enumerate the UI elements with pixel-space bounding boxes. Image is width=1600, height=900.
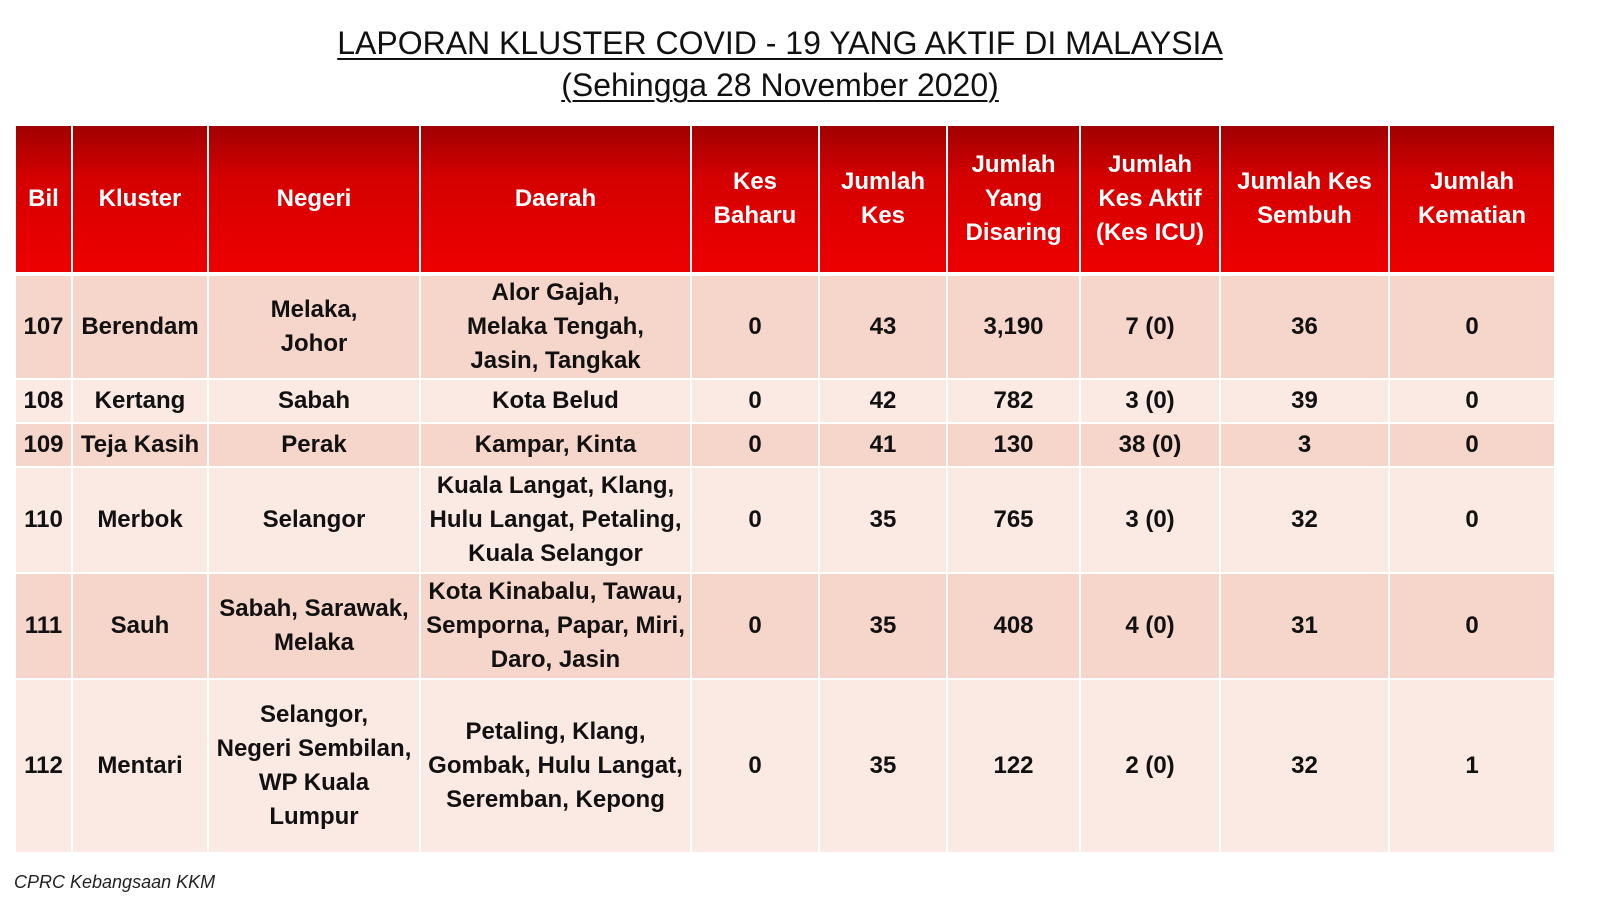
report-title [0, 22, 1560, 106]
cell-bil: 112 [15, 679, 72, 853]
cell-jumlah-disaring: 130 [947, 423, 1080, 467]
cell-daerah: Kampar, Kinta [420, 423, 691, 467]
cell-kluster: Merbok [72, 467, 208, 573]
cell-bil: 109 [15, 423, 72, 467]
cell-kes-aktif: 7 (0) [1080, 274, 1220, 379]
cell-kematian: 0 [1389, 379, 1555, 423]
cell-bil: 108 [15, 379, 72, 423]
cell-negeri: Selangor [208, 467, 420, 573]
cell-jumlah-disaring: 122 [947, 679, 1080, 853]
cell-kes-sembuh: 36 [1220, 274, 1389, 379]
cell-kluster: Sauh [72, 573, 208, 679]
cell-jumlah-kes: 35 [819, 467, 947, 573]
cell-kes-sembuh: 32 [1220, 467, 1389, 573]
cell-kluster: Teja Kasih [72, 423, 208, 467]
cell-jumlah-kes: 35 [819, 573, 947, 679]
cell-jumlah-disaring: 408 [947, 573, 1080, 679]
cell-kematian: 0 [1389, 573, 1555, 679]
cell-negeri: Selangor, Negeri Sembilan, WP Kuala Lumpur [208, 679, 420, 853]
header-daerah: Daerah [420, 125, 691, 274]
cell-kes-baharu: 0 [691, 379, 819, 423]
cell-daerah: Kuala Langat, Klang, Hulu Langat, Petaling, Kuala Selangor [420, 467, 691, 573]
table-row [15, 573, 1555, 679]
cell-bil: 107 [15, 274, 72, 379]
header-kematian: Jumlah Kematian [1389, 125, 1555, 274]
cell-kes-baharu: 0 [691, 423, 819, 467]
cell-jumlah-disaring: 782 [947, 379, 1080, 423]
cell-jumlah-kes: 42 [819, 379, 947, 423]
cell-jumlah-disaring: 3,190 [947, 274, 1080, 379]
cell-jumlah-disaring: 765 [947, 467, 1080, 573]
cell-kluster: Mentari [72, 679, 208, 853]
header-kes-aktif: Jumlah Kes Aktif (Kes ICU) [1080, 125, 1220, 274]
cell-negeri: Perak [208, 423, 420, 467]
cell-daerah: Kota Kinabalu, Tawau, Semporna, Papar, Miri, Daro, Jasin [420, 573, 691, 679]
source-note: CPRC Kebangsaan KKM [14, 872, 216, 892]
header-negeri: Negeri [208, 125, 420, 274]
cell-daerah: Kota Belud [420, 379, 691, 423]
table-row [15, 379, 1555, 423]
header-kes-sembuh: Jumlah Kes Sembuh [1220, 125, 1389, 274]
table-row [15, 467, 1555, 573]
cell-negeri: Sabah, Sarawak, Melaka [208, 573, 420, 679]
header-kluster: Kluster [72, 125, 208, 274]
cell-kes-aktif: 4 (0) [1080, 573, 1220, 679]
cell-jumlah-kes: 43 [819, 274, 947, 379]
cell-kes-baharu: 0 [691, 274, 819, 379]
cell-kes-baharu: 0 [691, 467, 819, 573]
cell-kes-aktif: 3 (0) [1080, 467, 1220, 573]
cell-negeri: Melaka, Johor [208, 274, 420, 379]
cell-jumlah-kes: 35 [819, 679, 947, 853]
cell-kes-sembuh: 3 [1220, 423, 1389, 467]
header-jumlah-kes: Jumlah Kes [819, 125, 947, 274]
cell-kluster: Kertang [72, 379, 208, 423]
cell-kes-sembuh: 31 [1220, 573, 1389, 679]
table-header-row [15, 125, 1555, 274]
cell-kes-baharu: 0 [691, 679, 819, 853]
cell-bil: 111 [15, 573, 72, 679]
cluster-table [14, 124, 1556, 854]
cell-negeri: Sabah [208, 379, 420, 423]
title-line-1: LAPORAN KLUSTER COVID - 19 YANG AKTIF DI MALAYSIA [337, 25, 1223, 61]
header-jumlah-disaring: Jumlah Yang Disaring [947, 125, 1080, 274]
cell-kes-sembuh: 39 [1220, 379, 1389, 423]
cell-kes-baharu: 0 [691, 573, 819, 679]
cell-daerah: Alor Gajah, Melaka Tengah, Jasin, Tangkak [420, 274, 691, 379]
cell-kes-sembuh: 32 [1220, 679, 1389, 853]
cell-kluster: Berendam [72, 274, 208, 379]
cell-kematian: 0 [1389, 467, 1555, 573]
table-row [15, 423, 1555, 467]
table-row [15, 679, 1555, 853]
cell-jumlah-kes: 41 [819, 423, 947, 467]
cell-kes-aktif: 2 (0) [1080, 679, 1220, 853]
title-line-2: (Sehingga 28 November 2020) [561, 67, 999, 103]
table-row [15, 274, 1555, 379]
cell-kematian: 1 [1389, 679, 1555, 853]
cell-kes-aktif: 38 (0) [1080, 423, 1220, 467]
cell-bil: 110 [15, 467, 72, 573]
header-bil: Bil [15, 125, 72, 274]
cell-kematian: 0 [1389, 274, 1555, 379]
cell-kes-aktif: 3 (0) [1080, 379, 1220, 423]
cell-kematian: 0 [1389, 423, 1555, 467]
header-kes-baharu: Kes Baharu [691, 125, 819, 274]
cell-daerah: Petaling, Klang, Gombak, Hulu Langat, Seremban, Kepong [420, 679, 691, 853]
